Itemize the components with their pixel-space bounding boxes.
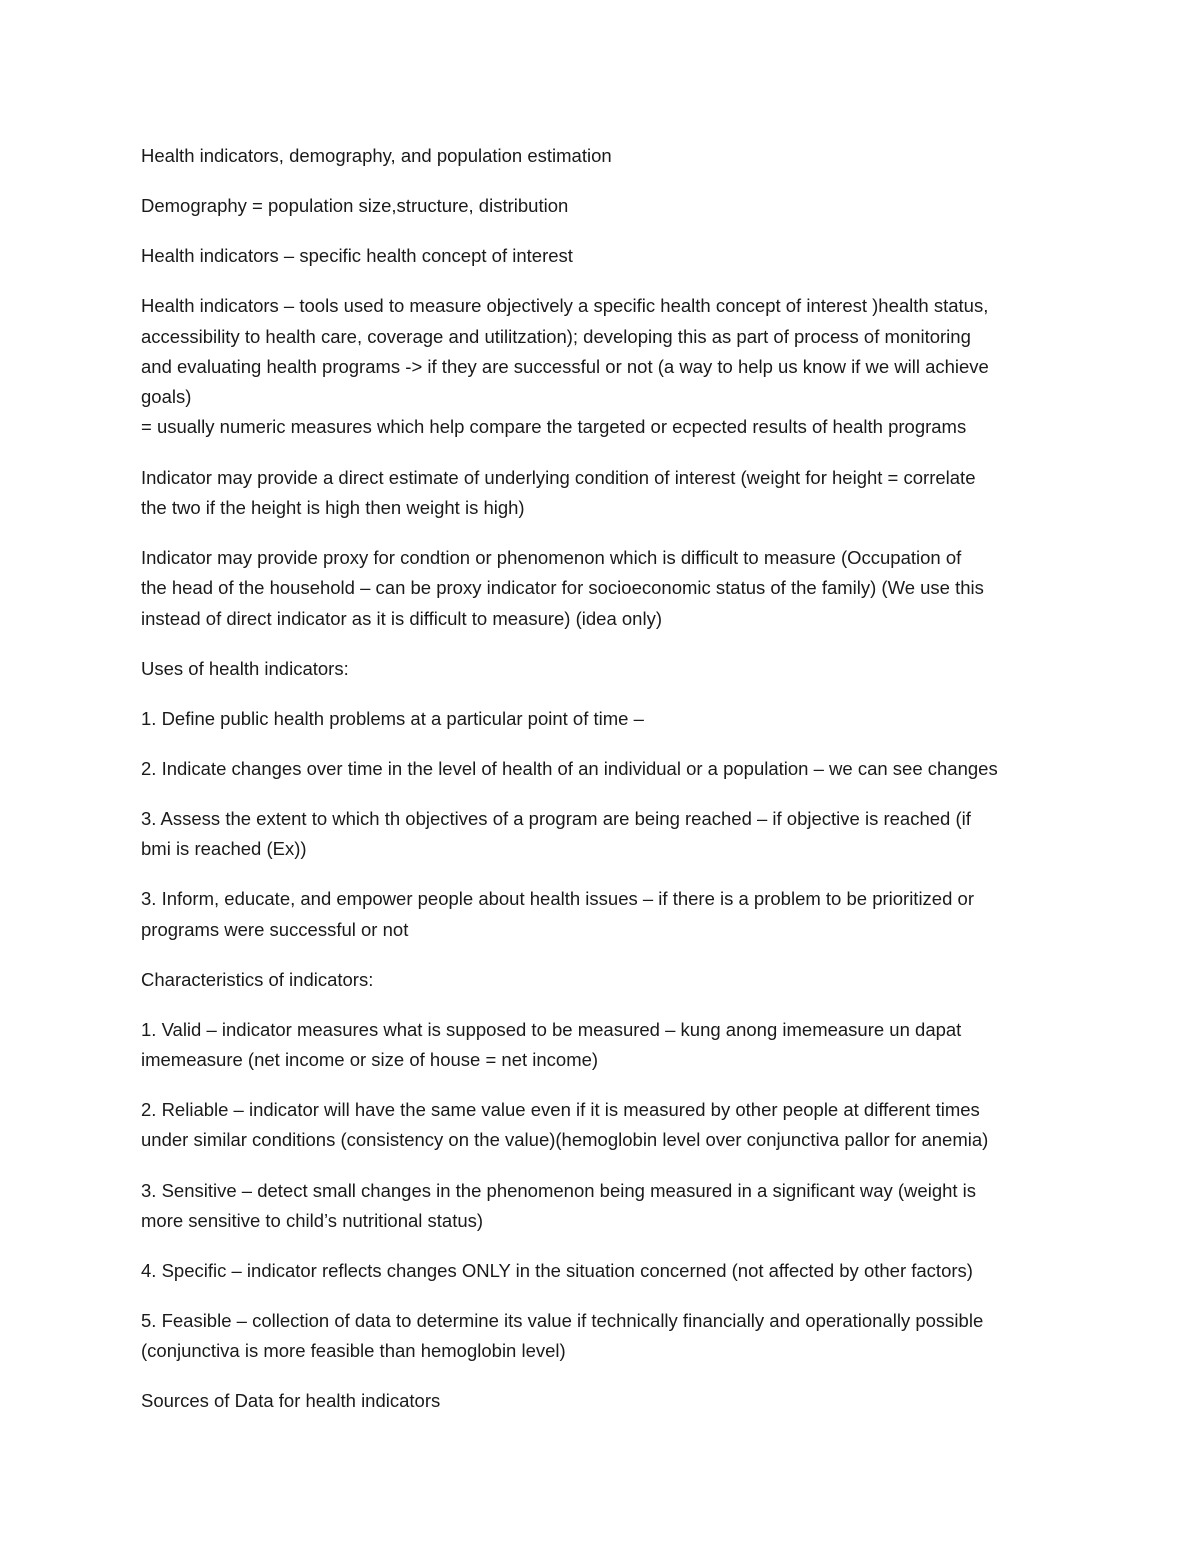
paragraph-demography (141, 191, 1066, 221)
text-line: Uses of health indicators: (141, 657, 349, 679)
text-line: 1. Valid – indicator measures what is supposed to be measured – kung anong imemeasure un dapat (141, 1018, 962, 1040)
text-line: bmi is reached (Ex)) (141, 838, 307, 860)
text-line: imemeasure (net income or size of house = net income) (141, 1049, 599, 1071)
list-item-valid (141, 1015, 1066, 1076)
list-item-reliable (141, 1095, 1066, 1156)
paragraph-title (141, 141, 1066, 171)
text-line: Characteristics of indicators: (141, 968, 374, 990)
text-line: 5. Feasible – collection of data to determine its value if technically financially and operationally possible (141, 1310, 984, 1332)
paragraph-health-indicators-short (141, 241, 1066, 271)
paragraph-direct-estimate (141, 463, 1066, 524)
text-line: Health indicators – specific health concept of interest (141, 245, 573, 267)
paragraph-health-indicators-tools (141, 291, 1066, 442)
text-line: 3. Assess the extent to which th objectives of a program are being reached – if objective is reached (if (141, 807, 971, 829)
text-line: Indicator may provide a direct estimate of underlying condition of interest (weight for height = correlate (141, 466, 976, 488)
text-line: Indicator may provide proxy for condtion or phenomenon which is difficult to measure (Occupation of (141, 546, 962, 568)
list-item-uses-3 (141, 804, 1066, 865)
text-line: instead of direct indicator as it is difficult to measure) (idea only) (141, 607, 662, 629)
text-line: 3. Inform, educate, and empower people about health issues – if there is a problem to be prioritized or (141, 888, 974, 910)
text-line: Demography = population size,structure, distribution (141, 195, 569, 217)
document-body (141, 141, 1066, 1437)
text-line: 3. Sensitive – detect small changes in the phenomenon being measured in a significant way (weight is (141, 1179, 977, 1201)
text-line: the head of the household – can be proxy indicator for socioeconomic status of the family) (We use this (141, 577, 984, 599)
text-line: 2. Reliable – indicator will have the same value even if it is measured by other people at different times (141, 1099, 980, 1121)
text-line: under similar conditions (consistency on the value)(hemoglobin level over conjunctiva pallor for anemia) (141, 1129, 989, 1151)
heading-characteristics (141, 965, 1066, 995)
paragraph-proxy (141, 543, 1066, 634)
text-line: 4. Specific – indicator reflects changes ONLY in the situation concerned (not affected by other factors) (141, 1259, 973, 1281)
text-line: Health indicators, demography, and population estimation (141, 145, 612, 166)
text-line: more sensitive to child’s nutritional status) (141, 1209, 484, 1231)
text-line: 2. Indicate changes over time in the level of health of an individual or a population – we can see changes (141, 757, 998, 779)
list-item-uses-2 (141, 754, 1066, 784)
text-line: programs were successful or not (141, 918, 409, 940)
list-item-feasible (141, 1306, 1066, 1367)
text-line: the two if the height is high then weight is high) (141, 496, 525, 518)
list-item-uses-4 (141, 884, 1066, 945)
heading-uses (141, 654, 1066, 684)
text-line: goals) (141, 386, 192, 408)
text-line: Sources of Data for health indicators (141, 1390, 441, 1412)
list-item-uses-1 (141, 704, 1066, 734)
text-line: (conjunctiva is more feasible than hemoglobin level) (141, 1340, 566, 1362)
text-line: Health indicators – tools used to measure objectively a specific health concept of interest )health status, (141, 295, 989, 317)
list-item-sensitive (141, 1176, 1066, 1237)
heading-sources (141, 1386, 1066, 1416)
text-line: 1. Define public health problems at a particular point of time – (141, 707, 644, 729)
text-line: and evaluating health programs -> if they are successful or not (a way to help us know if we will achieve (141, 355, 989, 377)
list-item-specific (141, 1256, 1066, 1286)
text-line: accessibility to health care, coverage and utilitzation); developing this as part of process of monitoring (141, 325, 971, 347)
text-line: = usually numeric measures which help compare the targeted or ecpected results of health programs (141, 416, 967, 438)
